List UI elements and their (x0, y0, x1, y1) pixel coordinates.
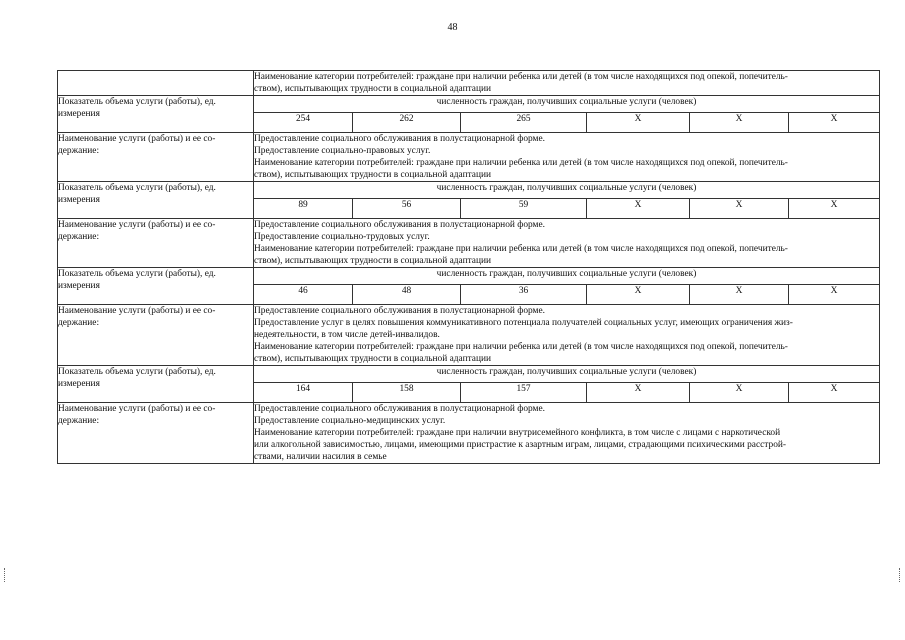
metric-value-cell: 46 (254, 285, 353, 305)
page-number: 48 (447, 22, 458, 33)
description-row (58, 219, 880, 268)
metric-value-cell: 36 (461, 285, 587, 305)
metric-value-cell: 59 (461, 199, 587, 219)
service-description (254, 305, 880, 366)
service-description (254, 219, 880, 268)
metric-label (58, 268, 254, 305)
metric-value-cell: 48 (353, 285, 461, 305)
description-line: недеятельности, в том числе детей-инвалидов. (254, 330, 440, 340)
row-label-line: держание: (58, 416, 100, 426)
description-line: Предоставление социального обслуживания в полустационарной форме. (254, 306, 545, 316)
description-row (58, 71, 880, 96)
description-line: Предоставление социально-правовых услуг. (254, 146, 431, 156)
metric-value-cell: Х (690, 199, 789, 219)
metric-label-line: Показатель объема услуги (работы), ед. (58, 183, 216, 193)
description-row (58, 403, 880, 464)
metric-value-cell: 265 (461, 113, 587, 133)
metric-unit-header: численность граждан, получивших социальные услуги (человек) (254, 366, 880, 383)
metric-label (58, 96, 254, 133)
metric-unit-header: численность граждан, получивших социальные услуги (человек) (254, 182, 880, 199)
metric-unit-header: численность граждан, получивших социальные услуги (человек) (254, 96, 880, 113)
metric-label (58, 366, 254, 403)
description-line: или алкогольной зависимостью, лицами, имеющими пристрастие к азартным играм, лицами, страдающими психическими расстрой- (254, 440, 787, 450)
metric-header-row (58, 366, 880, 383)
description-row (58, 133, 880, 182)
row-label-line: держание: (58, 146, 100, 156)
row-label-line: держание: (58, 232, 100, 242)
description-line: Предоставление социального обслуживания в полустационарной форме. (254, 134, 545, 144)
description-line: Предоставление услуг в целях повышения коммуникативного потенциала получателей социальных услуг, имеющих ограничения жиз- (254, 318, 793, 328)
metric-value-cell: Х (587, 199, 690, 219)
metric-unit-header: численность граждан, получивших социальные услуги (человек) (254, 268, 880, 285)
scan-mark-right (899, 568, 901, 582)
service-table (57, 70, 880, 464)
description-line: ством), испытывающих трудности в социальной адаптации (254, 84, 492, 94)
description-line: Наименование категории потребителей: граждане при наличии внутрисемейного конфликта, в том числе с лицами с наркотической (254, 428, 781, 438)
row-label-line: Наименование услуги (работы) и ее со- (58, 306, 216, 316)
metric-header-row (58, 182, 880, 199)
description-line: Наименование категории потребителей: граждане при наличии ребенка или детей (в том числе находящихся под опекой, попечитель- (254, 72, 788, 82)
metric-value-cell: Х (587, 285, 690, 305)
metric-header-row (58, 96, 880, 113)
metric-value-cell: 89 (254, 199, 353, 219)
metric-header-row (58, 268, 880, 285)
row-label (58, 403, 254, 464)
description-line: ством), испытывающих трудности в социальной адаптации (254, 354, 492, 364)
metric-label-line: Показатель объема услуги (работы), ед. (58, 367, 216, 377)
metric-label (58, 182, 254, 219)
description-line: ством), испытывающих трудности в социальной адаптации (254, 256, 492, 266)
description-row (58, 305, 880, 366)
metric-value-cell: 254 (254, 113, 353, 133)
metric-label-line: измерения (58, 379, 100, 389)
row-label-line: Наименование услуги (работы) и ее со- (58, 220, 216, 230)
row-label (58, 133, 254, 182)
metric-value-cell: Х (789, 285, 880, 305)
row-label (58, 219, 254, 268)
metric-value-cell: Х (789, 199, 880, 219)
description-line: Предоставление социально-трудовых услуг. (254, 232, 430, 242)
row-label (58, 71, 254, 96)
service-description (254, 71, 880, 96)
description-line: Наименование категории потребителей: граждане при наличии ребенка или детей (в том числе находящихся под опекой, попечитель- (254, 342, 788, 352)
metric-value-cell: 157 (461, 383, 587, 403)
metric-value-cell: Х (690, 285, 789, 305)
metric-label-line: измерения (58, 109, 100, 119)
metric-label-line: измерения (58, 281, 100, 291)
metric-value-cell: Х (789, 383, 880, 403)
metric-value-cell: 164 (254, 383, 353, 403)
description-line: Предоставление социального обслуживания в полустационарной форме. (254, 220, 545, 230)
row-label-line: держание: (58, 318, 100, 328)
metric-value-cell: Х (690, 383, 789, 403)
metric-label-line: Показатель объема услуги (работы), ед. (58, 269, 216, 279)
metric-value-cell: Х (587, 113, 690, 133)
description-line: Предоставление социально-медицинских услуг. (254, 416, 446, 426)
description-line: ством), испытывающих трудности в социальной адаптации (254, 170, 492, 180)
metric-value-cell: Х (789, 113, 880, 133)
description-line: Предоставление социального обслуживания в полустационарной форме. (254, 404, 545, 414)
metric-value-cell: 262 (353, 113, 461, 133)
row-label-line: Наименование услуги (работы) и ее со- (58, 404, 216, 414)
metric-label-line: измерения (58, 195, 100, 205)
metric-label-line: Показатель объема услуги (работы), ед. (58, 97, 216, 107)
scan-mark-left (4, 568, 6, 582)
row-label-line: Наименование услуги (работы) и ее со- (58, 134, 216, 144)
description-line: Наименование категории потребителей: граждане при наличии ребенка или детей (в том числе находящихся под опекой, попечитель- (254, 158, 788, 168)
service-description (254, 403, 880, 464)
service-description (254, 133, 880, 182)
metric-value-cell: 158 (353, 383, 461, 403)
metric-value-cell: Х (587, 383, 690, 403)
metric-value-cell: 56 (353, 199, 461, 219)
row-label (58, 305, 254, 366)
metric-value-cell: Х (690, 113, 789, 133)
description-line: Наименование категории потребителей: граждане при наличии ребенка или детей (в том числе находящихся под опекой, попечитель- (254, 244, 788, 254)
description-line: ствами, наличии насилия в семье (254, 452, 387, 462)
